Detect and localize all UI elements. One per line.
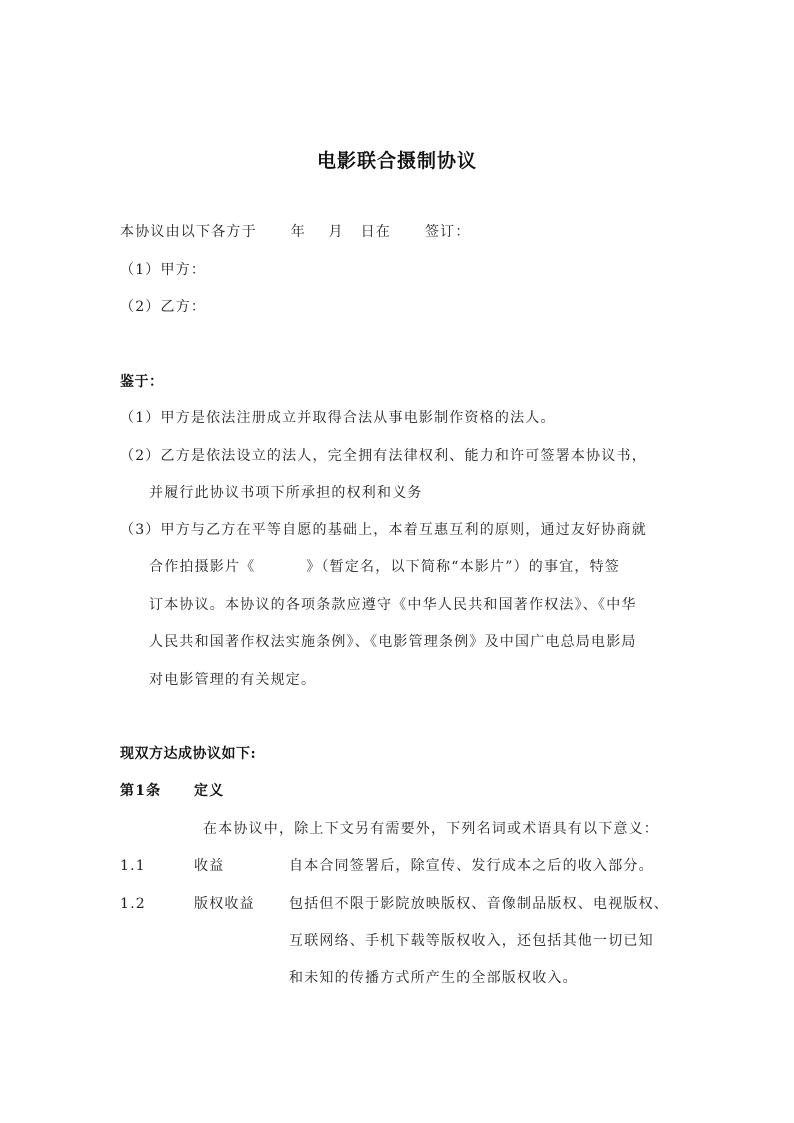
article-1-label: 第1条 (120, 783, 162, 799)
party-b-line: （2）乙方： (120, 299, 207, 315)
clause-term: 版权收益 (194, 896, 255, 912)
whereas-item-3-cont: 人民共和国著作权法实施条例》、《电影管理条例》及中国广电总局电影局 (149, 634, 637, 650)
whereas-item-1: （1）甲方是依法注册成立并取得合法从事电影制作资格的法人。 (120, 410, 556, 426)
whereas-item-2: （2）乙方是依法设立的法人，完全拥有法律权利、能力和许可签署本协议书， (120, 448, 647, 464)
whereas-item-3-cont: 合作拍摄影片《 》（暂定名，以下简称“本影片”）的事宜，特签 (149, 559, 620, 575)
article-1-intro: 在本协议中，除上下文另有需要外，下列名词或术语具有以下意义： (203, 821, 659, 837)
clause-number: 1.2 (120, 896, 146, 912)
article-1-title: 定义 (194, 783, 225, 799)
clause-definition-cont: 互联网络、手机下载等版权收入，还包括其他一切已知 (289, 933, 654, 949)
agreement-heading: 现双方达成协议如下: (120, 746, 257, 762)
clause-term: 收益 (194, 858, 225, 874)
whereas-item-3-cont: 对电影管理的有关规定。 (149, 672, 317, 688)
clause-definition-cont: 和未知的传播方式所产生的全部版权收入。 (289, 970, 578, 986)
document-title: 电影联合摄制协议 (316, 150, 477, 172)
whereas-item-2-cont: 并履行此协议书项下所承担的权利和义务 (149, 485, 423, 501)
clause-definition: 自本合同签署后，除宣传、发行成本之后的收入部分。 (289, 858, 654, 874)
intro-line: 本协议由以下各方于 年 月 日在 签订： (120, 224, 471, 240)
whereas-heading: 鉴于： (120, 374, 164, 390)
party-a-line: （1）甲方： (120, 262, 207, 278)
whereas-item-3-cont: 订本协议。本协议的各项条款应遵守《中华人民共和国著作权法》、《中华 (149, 597, 637, 613)
clause-number: 1.1 (120, 858, 146, 874)
whereas-item-3: （3）甲方与乙方在平等自愿的基础上，本着互惠互利的原则，通过友好协商就 (120, 522, 647, 538)
clause-definition: 包括但不限于影院放映版权、音像制品版权、电视版权、 (289, 896, 669, 912)
